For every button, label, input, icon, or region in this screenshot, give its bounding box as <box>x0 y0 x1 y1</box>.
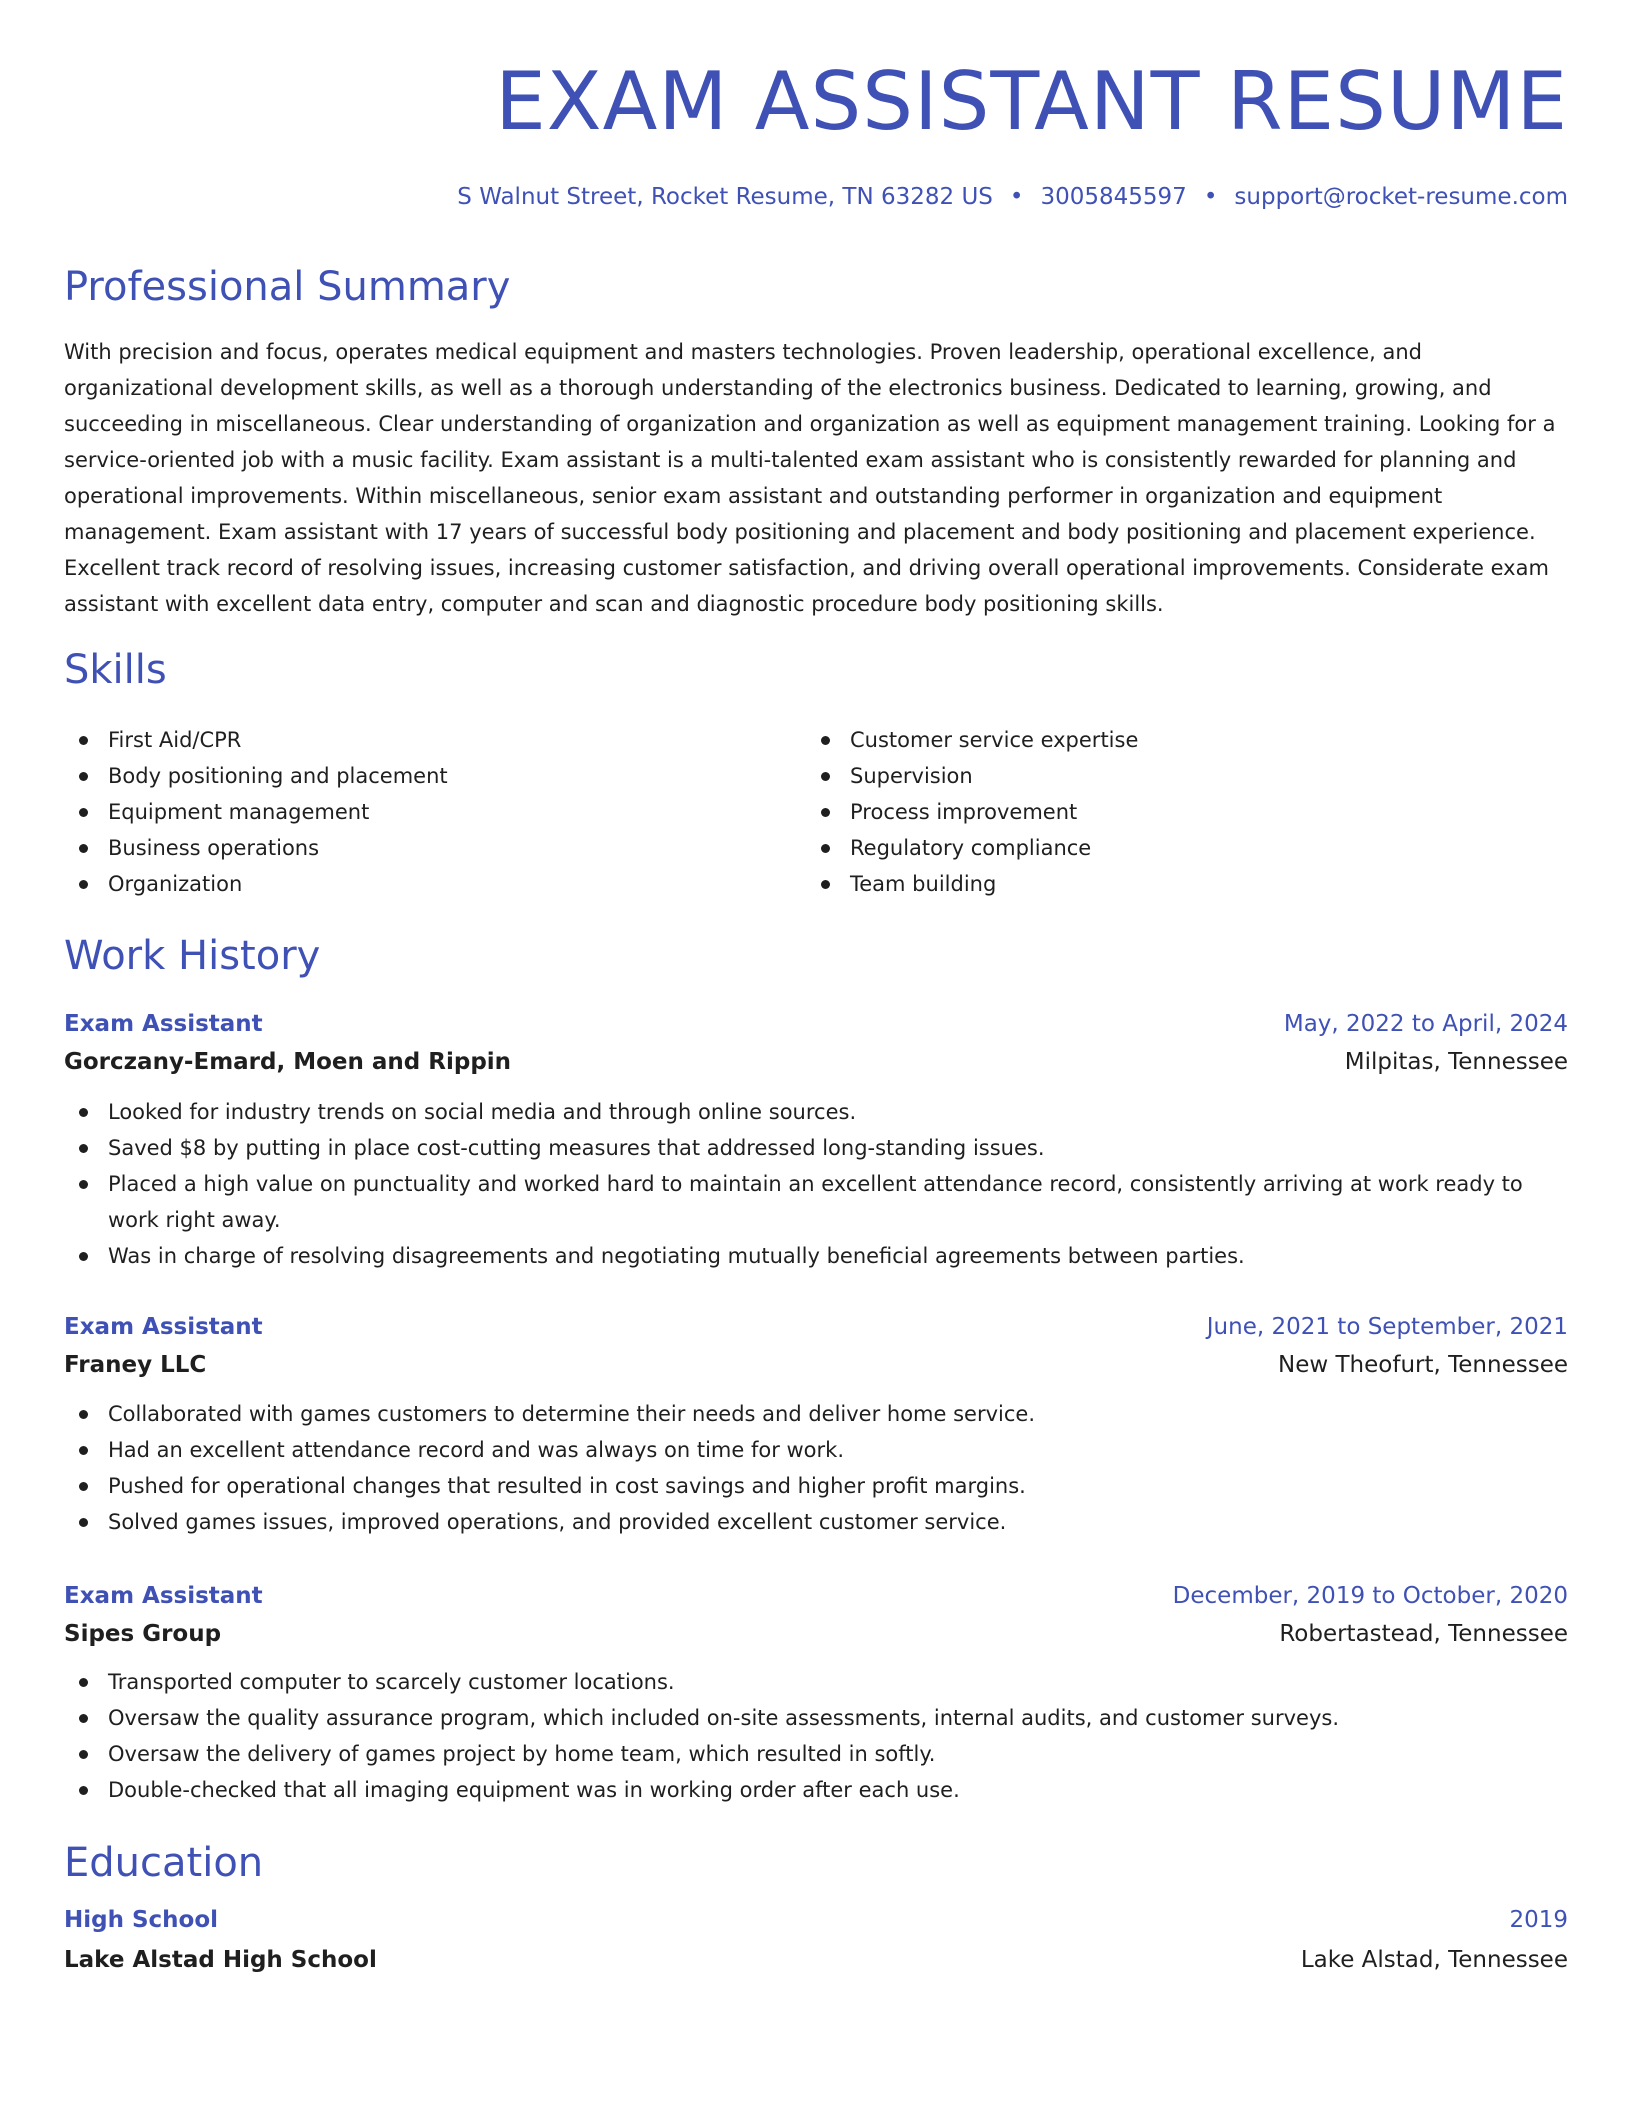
duty-item: Saved $8 by putting in place cost-cutting measures that addressed long-standing issues. <box>64 1130 1568 1166</box>
education-school: Lake Alstad High School <box>64 1947 377 1973</box>
job-company: Franey LLC <box>64 1352 207 1378</box>
skill-item: First Aid/CPR <box>64 722 764 758</box>
skill-item: Process improvement <box>806 794 1506 830</box>
job-dates: June, 2021 to September, 2021 <box>1206 1314 1568 1340</box>
duty-item: Collaborated with games customers to determine their needs and deliver home service. <box>64 1396 1568 1432</box>
duty-item: Was in charge of resolving disagreements and negotiating mutually beneficial agreements between parties. <box>64 1238 1568 1274</box>
contact-address: S Walnut Street, Rocket Resume, TN 63282 US <box>457 184 993 210</box>
contact-line <box>457 181 1568 213</box>
job-location: Robertastead, Tennessee <box>1279 1621 1568 1647</box>
job-dates: December, 2019 to October, 2020 <box>1172 1583 1568 1609</box>
job-location: Milpitas, Tennessee <box>1344 1049 1568 1075</box>
duty-item: Had an excellent attendance record and was always on time for work. <box>64 1432 1568 1468</box>
education-year: 2019 <box>1509 1907 1568 1933</box>
contact-email: support@rocket-resume.com <box>1234 184 1568 210</box>
job-company: Gorczany-Emard, Moen and Rippin <box>64 1049 512 1075</box>
skill-item: Body positioning and placement <box>64 758 764 794</box>
duty-item: Oversaw the delivery of games project by home team, which resulted in softly. <box>64 1736 1568 1772</box>
skill-item: Supervision <box>806 758 1506 794</box>
contact-separator: • <box>1203 184 1218 210</box>
duty-item: Double-checked that all imaging equipment was in working order after each use. <box>64 1772 1568 1808</box>
skills-heading: Skills <box>64 647 167 693</box>
duty-item: Placed a high value on punctuality and worked hard to maintain an excellent attendance record, consistently arriving at work ready to work right away. <box>64 1166 1568 1238</box>
education-location: Lake Alstad, Tennessee <box>1300 1947 1568 1973</box>
job-title: Exam Assistant <box>64 1583 263 1609</box>
skills-list-right <box>806 722 1506 902</box>
skill-item: Equipment management <box>64 794 764 830</box>
duty-item: Solved games issues, improved operations, and provided excellent customer service. <box>64 1504 1568 1540</box>
duty-item: Transported computer to scarcely customer locations. <box>64 1664 1568 1700</box>
duty-item: Pushed for operational changes that resulted in cost savings and higher profit margins. <box>64 1468 1568 1504</box>
job-location: New Theofurt, Tennessee <box>1278 1352 1568 1378</box>
contact-separator: • <box>1009 184 1024 210</box>
job-company: Sipes Group <box>64 1621 222 1647</box>
skill-item: Organization <box>64 866 764 902</box>
duty-item: Oversaw the quality assurance program, which included on-site assessments, internal audits, and customer surveys. <box>64 1700 1568 1736</box>
job-dates: May, 2022 to April, 2024 <box>1283 1011 1568 1037</box>
skill-item: Team building <box>806 866 1506 902</box>
skill-item: Regulatory compliance <box>806 830 1506 866</box>
job-duties <box>64 1664 1568 1808</box>
job-duties <box>64 1396 1568 1540</box>
education-degree: High School <box>64 1907 219 1933</box>
work-history-heading: Work History <box>64 933 321 979</box>
skill-item: Customer service expertise <box>806 722 1506 758</box>
education-heading: Education <box>64 1840 264 1886</box>
duty-item: Looked for industry trends on social media and through online sources. <box>64 1094 1568 1130</box>
summary-text: With precision and focus, operates medical equipment and masters technologies. Proven leadership, operational excellence, and organizational development skills, as well as a thorough understanding of the electronics business. Dedicated to learning, growing, and succeeding in miscellaneous. Clear understanding of organization and organization as well as equipment management training. Looking for a service-oriented job with a music facility. Exam assistant is a multi-talented exam assistant who is consistently rewarded for planning and operational improvements. Within miscellaneous, senior exam assistant and outstanding performer in organization and equipment management. Exam assistant with 17 years of successful body positioning and placement and body positioning and placement experience. Excellent track record of resolving issues, increasing customer satisfaction, and driving overall operational improvements. Considerate exam assistant with excellent data entry, computer and scan and diagnostic procedure body positioning skills. <box>64 340 1556 616</box>
resume-title: EXAM ASSISTANT RESUME <box>495 55 1568 148</box>
job-title: Exam Assistant <box>64 1314 263 1340</box>
summary-heading: Professional Summary <box>64 264 511 310</box>
contact-phone: 3005845597 <box>1040 184 1187 210</box>
skill-item: Business operations <box>64 830 764 866</box>
job-title: Exam Assistant <box>64 1011 263 1037</box>
skills-list-left <box>64 722 764 902</box>
job-duties <box>64 1094 1568 1274</box>
